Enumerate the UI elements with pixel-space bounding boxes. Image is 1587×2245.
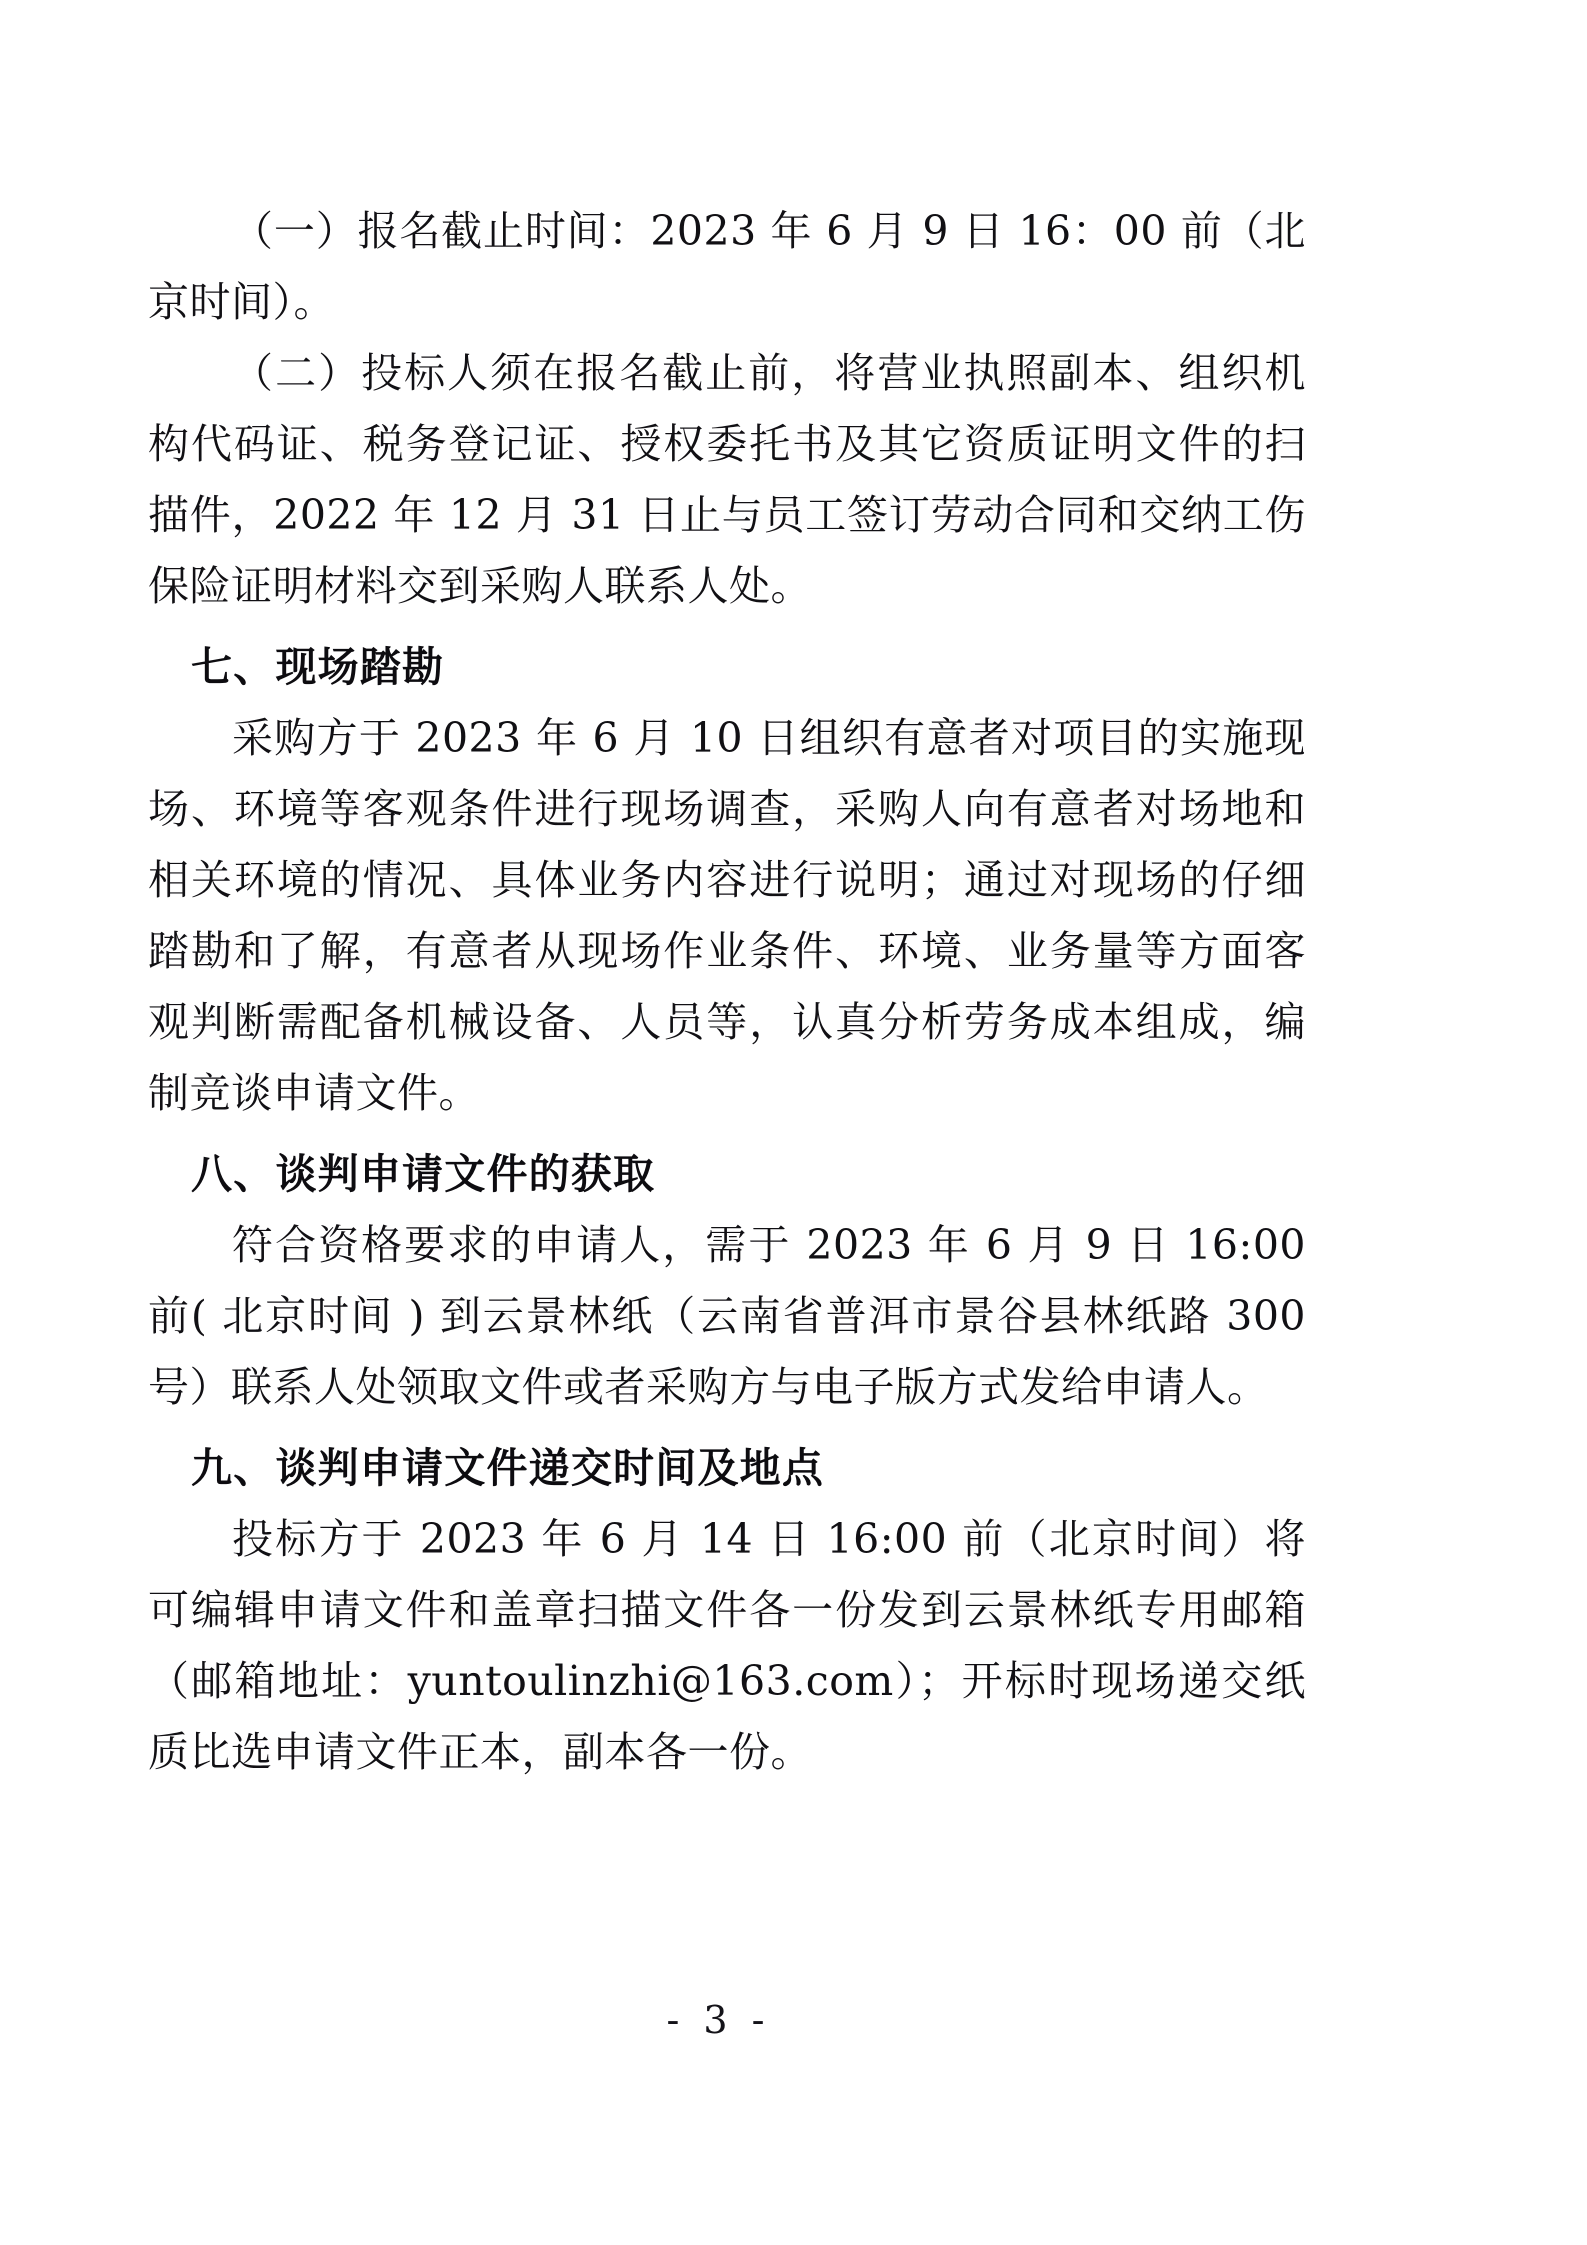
heading-section-seven: 七、现场踏勘 <box>191 644 445 690</box>
paragraph-document-acquisition: 符合资格要求的申请人，需于 2023 年 6 月 9 日 16:00 前( 北京时间 ) 到云景林纸（云南省普洱市景谷县林纸路 300 号）联系人处领取文件或者采购方与电子版方式发给申请人。 <box>148 1221 1306 1411</box>
paragraph-site-survey: 采购方于 2023 年 6 月 10 日组织有意者对项目的实施现场、环境等客观条件进行现场调查，采购人向有意者对场地和相关环境的情况、具体业务内容进行说明；通过对现场的仔细踏勘和了解，有意者从现场作业条件、环境、业务量等方面客观判断需配备机械设备、人员等，认真分析劳务成本组成，编制竞谈申请文件。 <box>148 714 1306 1117</box>
spacer <box>148 1423 1306 1433</box>
spacer <box>148 622 1306 632</box>
paragraph-submission-time-place: 投标方于 2023 年 6 月 14 日 16:00 前（北京时间）将可编辑申请文件和盖章扫描文件各一份发到云景林纸专用邮箱（邮箱地址：yuntoulinzhi@163.com）；开标时现场递交纸质比选申请文件正本，副本各一份。 <box>148 1515 1306 1776</box>
paragraph-registration-deadline: （一）报名截止时间：2023 年 6 月 9 日 16：00 前（北京时间）。 <box>148 207 1306 326</box>
page-number: - 3 - <box>666 1998 771 2042</box>
page-content <box>148 196 1306 1788</box>
paragraph-bidder-documents: （二）投标人须在报名截止前，将营业执照副本、组织机构代码证、税务登记证、授权委托书及其它资质证明文件的扫描件，2022 年 12 月 31 日止与员工签订劳动合同和交纳工伤保险证明材料交到采购人联系人处。 <box>148 349 1306 610</box>
heading-section-eight: 八、谈判申请文件的获取 <box>191 1151 656 1197</box>
spacer <box>148 1129 1306 1139</box>
heading-section-nine: 九、谈判申请文件递交时间及地点 <box>191 1445 825 1491</box>
